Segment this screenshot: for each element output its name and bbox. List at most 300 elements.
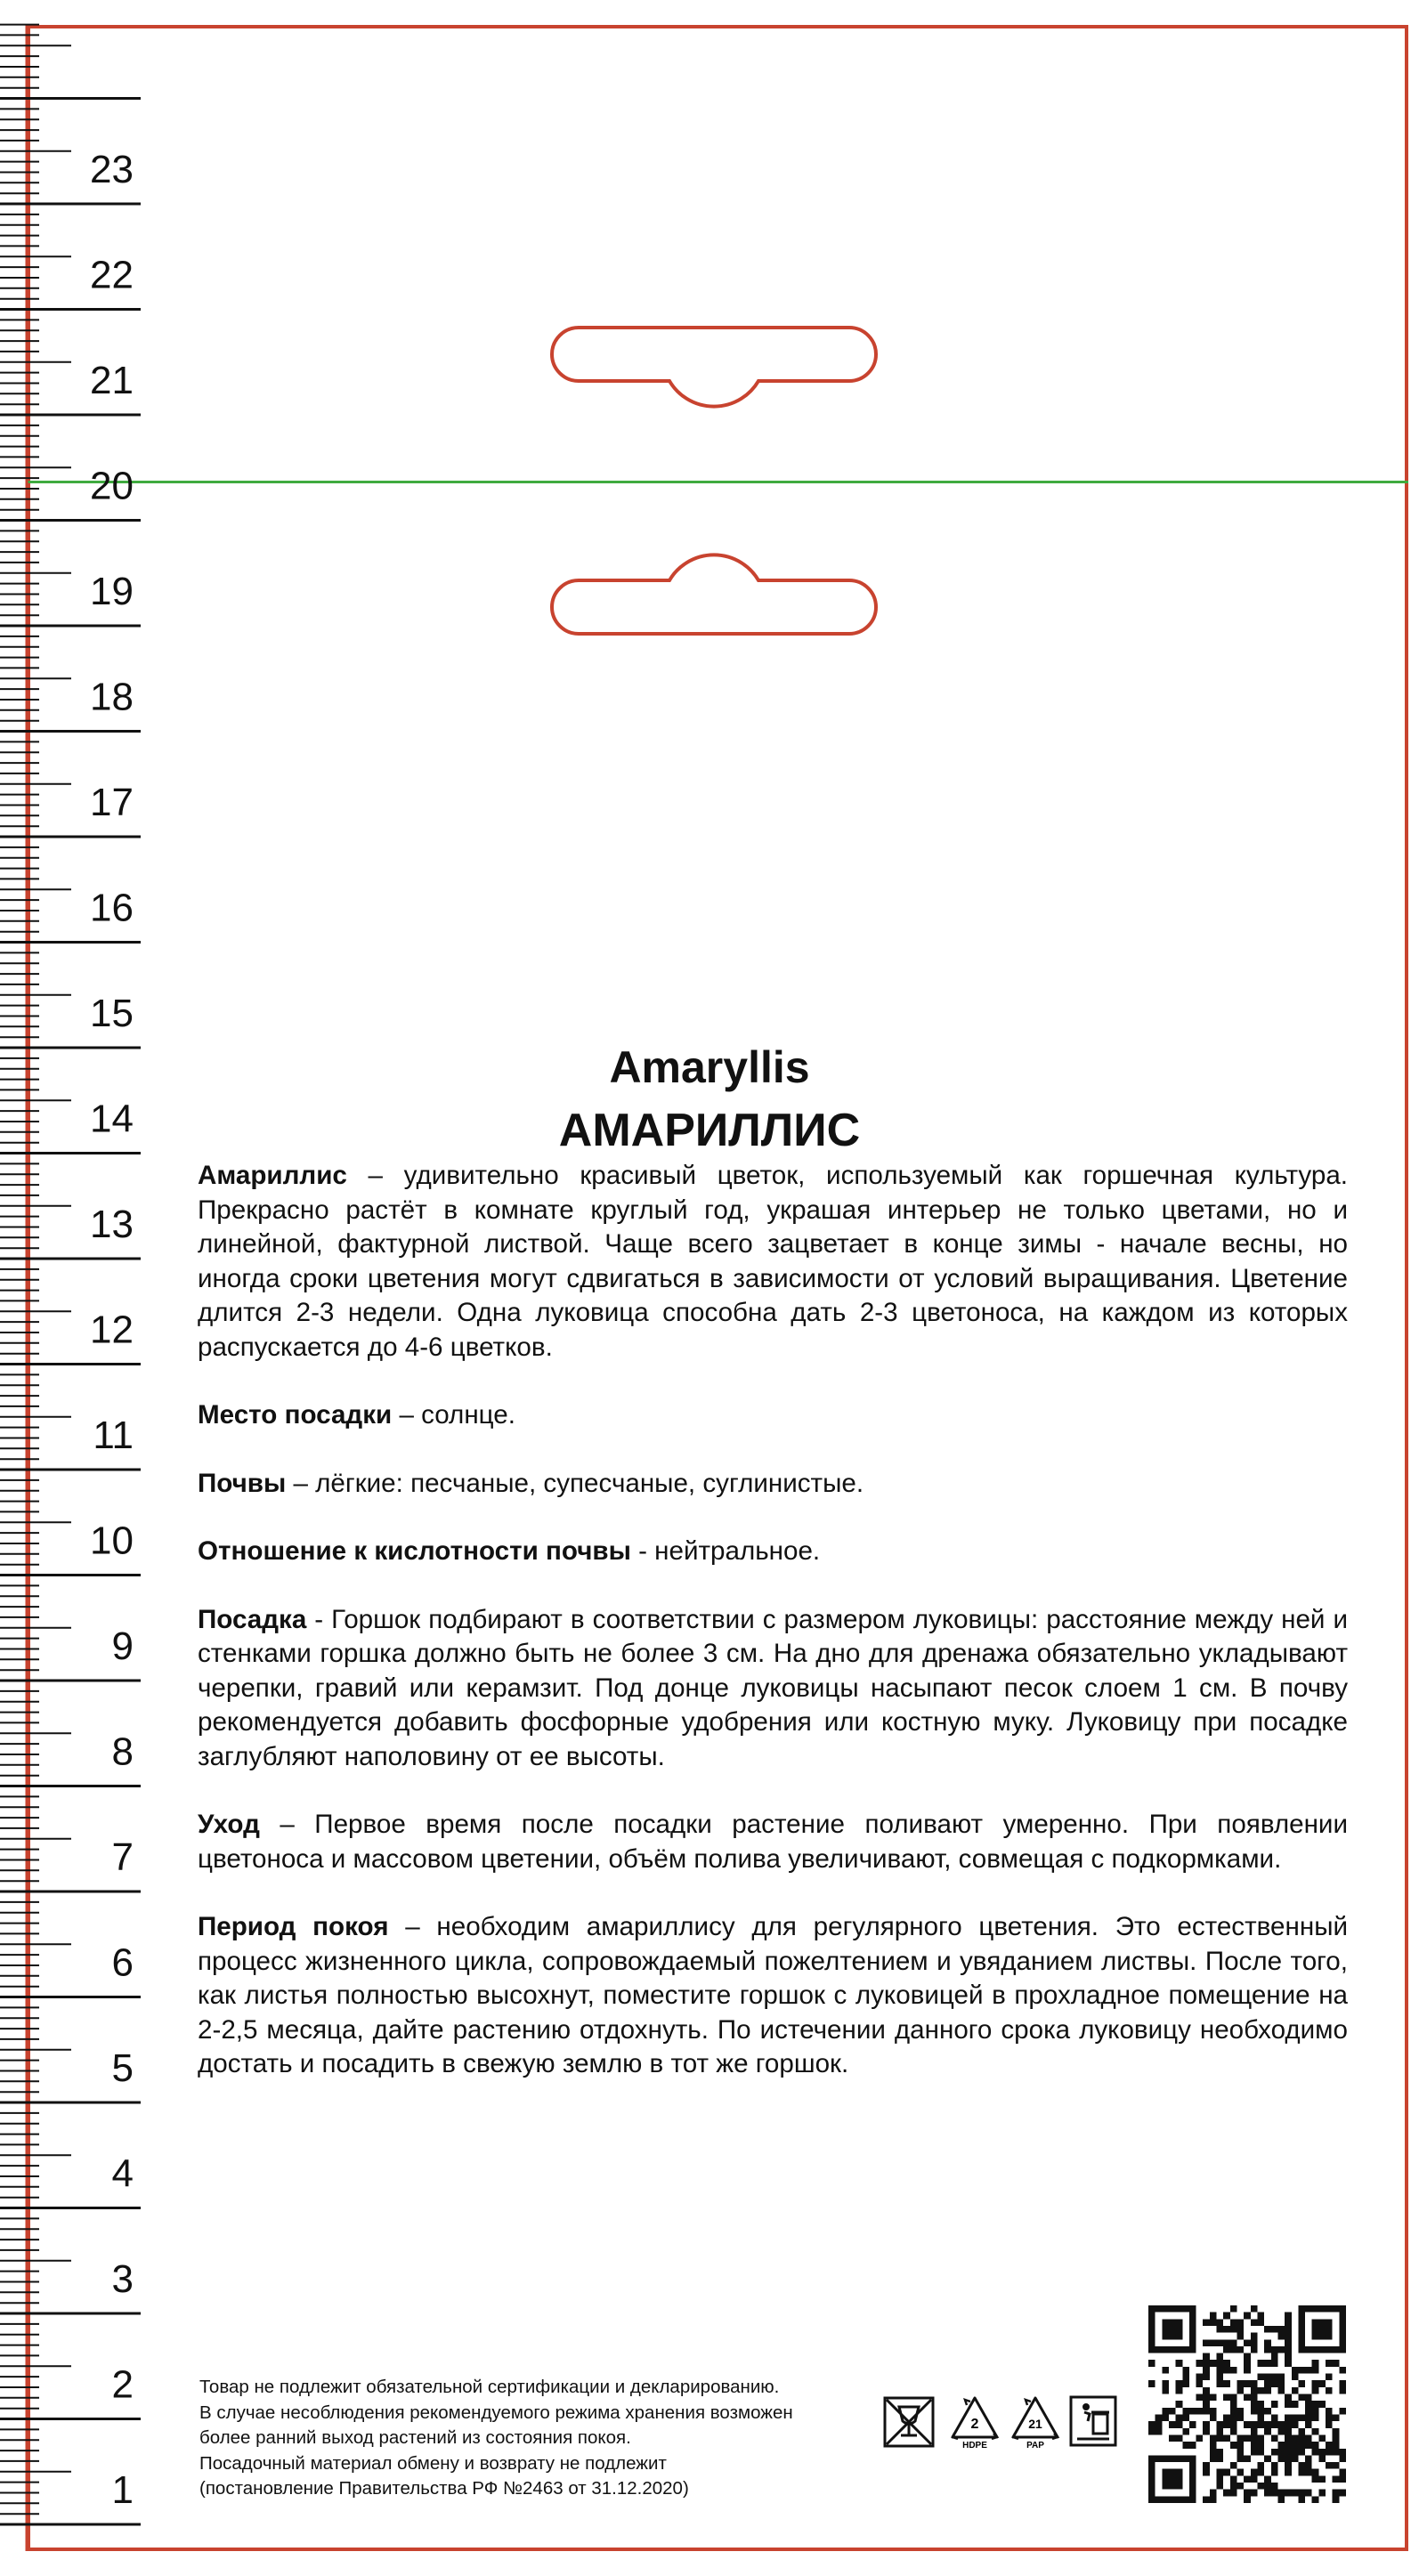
qr-module [1285, 2434, 1292, 2442]
qr-module [1264, 2483, 1271, 2490]
qr-module [1148, 2462, 1155, 2469]
qr-module [1162, 2326, 1169, 2333]
qr-module [1277, 2333, 1285, 2340]
qr-module [1271, 2326, 1278, 2333]
qr-module [1271, 2421, 1278, 2428]
qr-module [1326, 2319, 1333, 2326]
qr-module [1237, 2469, 1245, 2476]
qr-module [1251, 2475, 1258, 2483]
qr-module [1176, 2346, 1183, 2353]
hdpe-number: 2 [970, 2417, 979, 2432]
qr-module [1244, 2367, 1251, 2374]
qr-module [1339, 2380, 1346, 2387]
qr-module [1223, 2469, 1230, 2476]
qr-module [1148, 2305, 1155, 2313]
qr-module [1326, 2333, 1333, 2340]
qr-module [1189, 2483, 1196, 2490]
russian-title: АМАРИЛЛИС [558, 1105, 861, 1156]
qr-module [1251, 2305, 1258, 2313]
qr-module [1271, 2414, 1278, 2421]
qr-module [1230, 2339, 1237, 2346]
qr-module [1257, 2319, 1264, 2326]
qr-module [1292, 2421, 1299, 2428]
qr-module [1176, 2333, 1183, 2340]
qr-module [1333, 2428, 1340, 2435]
section-term: Посадка [198, 1604, 307, 1634]
qr-module [1217, 2319, 1224, 2326]
qr-module [1277, 2387, 1285, 2394]
qr-module [1176, 2455, 1183, 2462]
section-planting-place [198, 1398, 1348, 1433]
qr-module [1285, 2469, 1292, 2476]
qr-module [1298, 2449, 1305, 2456]
qr-module [1230, 2326, 1237, 2333]
qr-module [1264, 2408, 1271, 2415]
qr-module [1189, 2455, 1196, 2462]
qr-module [1162, 2346, 1169, 2353]
latin-title: Amaryllis [609, 1042, 810, 1092]
qr-module [1162, 2496, 1169, 2503]
qr-module [1148, 2469, 1155, 2476]
qr-module [1264, 2428, 1271, 2435]
qr-module [1298, 2326, 1305, 2333]
qr-module [1285, 2394, 1292, 2402]
qr-module [1148, 2346, 1155, 2353]
qr-module [1318, 2333, 1326, 2340]
qr-module [1305, 2442, 1312, 2449]
qr-module [1312, 2469, 1319, 2476]
qr-module [1264, 2360, 1271, 2367]
qr-module [1182, 2414, 1189, 2421]
qr-module [1244, 2360, 1251, 2367]
qr-module [1305, 2455, 1312, 2462]
ruler [0, 0, 151, 2576]
qr-module [1217, 2360, 1224, 2367]
qr-module [1182, 2305, 1189, 2313]
qr-module [1339, 2469, 1346, 2476]
qr-module [1162, 2387, 1169, 2394]
qr-module [1318, 2346, 1326, 2353]
qr-module [1203, 2319, 1210, 2326]
qr-module [1312, 2496, 1319, 2503]
qr-module [1326, 2462, 1333, 2469]
qr-module [1196, 2380, 1204, 2387]
qr-module [1217, 2326, 1224, 2333]
qr-module [1251, 2490, 1258, 2497]
qr-module [1312, 2414, 1319, 2421]
qr-module [1210, 2490, 1217, 2497]
section-term: Почвы [198, 1468, 287, 1498]
qr-module [1169, 2483, 1176, 2490]
ruler-label: 16 [90, 886, 134, 930]
qr-module [1237, 2483, 1245, 2490]
qr-module [1292, 2374, 1299, 2381]
qr-module [1217, 2469, 1224, 2476]
qr-module [1326, 2421, 1333, 2428]
qr-module [1189, 2462, 1196, 2469]
qr-module [1312, 2333, 1319, 2340]
qr-module [1217, 2421, 1224, 2428]
qr-module [1339, 2408, 1346, 2415]
qr-module [1285, 2339, 1292, 2346]
qr-module [1182, 2428, 1189, 2435]
qr-module [1333, 2442, 1340, 2449]
qr-module [1298, 2428, 1305, 2435]
qr-module [1257, 2421, 1264, 2428]
section-soils [198, 1467, 1348, 1502]
qr-module [1223, 2339, 1230, 2346]
qr-module [1285, 2442, 1292, 2449]
qr-module [1230, 2483, 1237, 2490]
qr-module [1257, 2483, 1264, 2490]
qr-module [1318, 2475, 1326, 2483]
qr-code [1148, 2305, 1346, 2503]
qr-module [1339, 2455, 1346, 2462]
qr-module [1298, 2367, 1305, 2374]
qr-module [1169, 2326, 1176, 2333]
qr-module [1155, 2414, 1163, 2421]
qr-module [1189, 2469, 1196, 2476]
qr-module [1210, 2449, 1217, 2456]
qr-module [1271, 2483, 1278, 2490]
pap-number: 21 [1028, 2417, 1042, 2431]
qr-module [1251, 2339, 1258, 2346]
qr-module [1244, 2313, 1251, 2320]
qr-module [1148, 2455, 1155, 2462]
qr-module [1285, 2455, 1292, 2462]
qr-module [1176, 2387, 1183, 2394]
qr-module [1298, 2305, 1305, 2313]
qr-module [1257, 2449, 1264, 2456]
qr-module [1148, 2475, 1155, 2483]
qr-module [1271, 2434, 1278, 2442]
qr-module [1305, 2414, 1312, 2421]
qr-module [1189, 2339, 1196, 2346]
hdpe-label: HDPE [962, 2441, 987, 2450]
qr-module [1285, 2449, 1292, 2456]
qr-module [1277, 2490, 1285, 2497]
qr-module [1285, 2333, 1292, 2340]
qr-module [1182, 2442, 1189, 2449]
qr-module [1155, 2428, 1163, 2435]
qr-module [1203, 2374, 1210, 2381]
qr-module [1264, 2475, 1271, 2483]
qr-module [1169, 2475, 1176, 2483]
qr-module [1339, 2367, 1346, 2374]
qr-module [1189, 2333, 1196, 2340]
qr-module [1326, 2374, 1333, 2381]
qr-module [1169, 2469, 1176, 2476]
qr-module [1305, 2469, 1312, 2476]
qr-module [1298, 2394, 1305, 2402]
section-text: – лёгкие: песчаные, супесчаные, суглинистые. [286, 1468, 864, 1498]
ruler-label: 6 [111, 1940, 134, 1985]
qr-module [1230, 2428, 1237, 2435]
qr-module [1189, 2442, 1196, 2449]
qr-module [1237, 2449, 1245, 2456]
qr-module [1217, 2367, 1224, 2374]
ruler-label: 21 [90, 359, 134, 402]
qr-module [1285, 2490, 1292, 2497]
qr-module [1264, 2346, 1271, 2353]
qr-module [1189, 2496, 1196, 2503]
qr-module [1176, 2305, 1183, 2313]
qr-module [1285, 2421, 1292, 2428]
disclaimer [199, 2375, 929, 2502]
qr-module [1217, 2380, 1224, 2387]
qr-module [1244, 2434, 1251, 2442]
qr-module [1285, 2414, 1292, 2421]
qr-module [1298, 2346, 1305, 2353]
qr-module [1251, 2387, 1258, 2394]
qr-module [1182, 2346, 1189, 2353]
qr-module [1333, 2360, 1340, 2367]
qr-module [1162, 2469, 1169, 2476]
qr-module [1318, 2455, 1326, 2462]
qr-module [1176, 2469, 1183, 2476]
qr-module [1298, 2380, 1305, 2387]
qr-module [1148, 2326, 1155, 2333]
qr-module [1148, 2313, 1155, 2320]
qr-module [1326, 2449, 1333, 2456]
qr-module [1298, 2313, 1305, 2320]
qr-module [1339, 2490, 1346, 2497]
qr-module [1203, 2387, 1210, 2394]
qr-module [1148, 2333, 1155, 2340]
qr-module [1251, 2394, 1258, 2402]
qr-module [1223, 2490, 1230, 2497]
qr-module [1182, 2374, 1189, 2381]
section-dormancy [198, 1910, 1348, 2082]
qr-module [1305, 2434, 1312, 2442]
qr-module [1217, 2353, 1224, 2361]
qr-module [1264, 2490, 1271, 2497]
qr-module [1277, 2380, 1285, 2387]
qr-module [1169, 2496, 1176, 2503]
ruler-label: 1 [111, 2468, 134, 2512]
qr-module [1257, 2360, 1264, 2367]
qr-module [1277, 2428, 1285, 2435]
qr-module [1285, 2313, 1292, 2320]
qr-module [1210, 2408, 1217, 2415]
qr-module [1271, 2401, 1278, 2408]
qr-module [1203, 2496, 1210, 2503]
disclaimer-line: Посадочный материал обмену и возврату не подлежит [199, 2452, 667, 2474]
qr-module [1326, 2408, 1333, 2415]
qr-module [1333, 2434, 1340, 2442]
qr-module [1223, 2380, 1230, 2387]
qr-module [1230, 2319, 1237, 2326]
qr-module [1155, 2455, 1163, 2462]
ruler-label: 17 [90, 781, 134, 824]
qr-module [1230, 2346, 1237, 2353]
qr-module [1257, 2414, 1264, 2421]
qr-module [1203, 2339, 1210, 2346]
qr-module [1292, 2434, 1299, 2442]
qr-module [1285, 2428, 1292, 2435]
qr-module [1189, 2319, 1196, 2326]
qr-module [1257, 2462, 1264, 2469]
qr-module [1162, 2408, 1169, 2415]
qr-module [1305, 2490, 1312, 2497]
qr-module [1176, 2360, 1183, 2367]
qr-module [1285, 2401, 1292, 2408]
qr-module [1217, 2428, 1224, 2435]
qr-module [1251, 2421, 1258, 2428]
ruler-label: 15 [90, 992, 134, 1035]
ruler-label: 18 [90, 675, 134, 719]
qr-module [1182, 2380, 1189, 2387]
qr-module [1251, 2319, 1258, 2326]
pap-label: PAP [1026, 2441, 1044, 2450]
ruler-label: 8 [111, 1729, 134, 1774]
qr-module [1230, 2394, 1237, 2402]
section-term: Отношение к кислотности почвы [198, 1536, 631, 1566]
ruler-label: 10 [90, 1519, 134, 1563]
qr-module [1176, 2475, 1183, 2483]
qr-module [1251, 2408, 1258, 2415]
qr-module [1237, 2408, 1245, 2415]
section-care [198, 1808, 1348, 1876]
qr-module [1189, 2313, 1196, 2320]
qr-module [1189, 2305, 1196, 2313]
qr-module [1237, 2380, 1245, 2387]
qr-module [1176, 2421, 1183, 2428]
qr-module [1271, 2346, 1278, 2353]
qr-module [1217, 2339, 1224, 2346]
qr-module [1271, 2490, 1278, 2497]
qr-module [1244, 2455, 1251, 2462]
qr-module [1326, 2360, 1333, 2367]
qr-module [1203, 2401, 1210, 2408]
qr-module [1223, 2421, 1230, 2428]
qr-module [1318, 2326, 1326, 2333]
qr-module [1210, 2442, 1217, 2449]
qr-module [1305, 2462, 1312, 2469]
qr-module [1148, 2319, 1155, 2326]
qr-module [1176, 2380, 1183, 2387]
qr-module [1203, 2353, 1210, 2361]
qr-module [1251, 2333, 1258, 2340]
qr-module [1333, 2475, 1340, 2483]
qr-module [1312, 2319, 1319, 2326]
qr-module [1312, 2475, 1319, 2483]
qr-module [1169, 2333, 1176, 2340]
qr-module [1210, 2313, 1217, 2320]
ruler-label: 5 [111, 2046, 134, 2090]
qr-module [1210, 2414, 1217, 2421]
ruler-label: 11 [93, 1414, 134, 1457]
qr-module [1257, 2434, 1264, 2442]
hang-hole-bottom [545, 541, 883, 641]
qr-module [1318, 2305, 1326, 2313]
qr-module [1251, 2401, 1258, 2408]
qr-module [1285, 2326, 1292, 2333]
qr-module [1312, 2449, 1319, 2456]
qr-module [1210, 2434, 1217, 2442]
qr-module [1169, 2305, 1176, 2313]
qr-module [1339, 2449, 1346, 2456]
qr-module [1210, 2360, 1217, 2367]
qr-module [1251, 2469, 1258, 2476]
qr-module [1148, 2428, 1155, 2435]
qr-module [1292, 2455, 1299, 2462]
qr-module [1318, 2449, 1326, 2456]
qr-module [1326, 2387, 1333, 2394]
qr-module [1203, 2421, 1210, 2428]
qr-module [1312, 2428, 1319, 2435]
qr-module [1162, 2367, 1169, 2374]
qr-module [1339, 2305, 1346, 2313]
qr-module [1312, 2401, 1319, 2408]
qr-module [1230, 2462, 1237, 2469]
qr-module [1251, 2380, 1258, 2387]
qr-module [1298, 2442, 1305, 2449]
qr-module [1223, 2434, 1230, 2442]
qr-module [1230, 2475, 1237, 2483]
pap-recycle-icon [1010, 2394, 1061, 2450]
description-body [198, 1159, 1348, 2116]
section-text: – солнце. [392, 1400, 515, 1430]
qr-module [1305, 2394, 1312, 2402]
section-text: – Первое время после посадки растение поливают умеренно. При появлении цветоноса и массовом цветении, объём полива увеличивают, совмещая с подкормками. [198, 1810, 1348, 1874]
qr-module [1162, 2475, 1169, 2483]
qr-module [1189, 2475, 1196, 2483]
qr-module [1305, 2408, 1312, 2415]
qr-module [1312, 2360, 1319, 2367]
qr-module [1339, 2346, 1346, 2353]
qr-module [1318, 2490, 1326, 2497]
section-planting [198, 1603, 1348, 1775]
qr-module [1223, 2346, 1230, 2353]
ruler-label: 23 [90, 148, 134, 191]
qr-module [1148, 2339, 1155, 2346]
qr-module [1237, 2442, 1245, 2449]
qr-module [1148, 2490, 1155, 2497]
qr-module [1223, 2394, 1230, 2402]
section-text: – удивительно красивый цветок, используемый как горшечная культура. Прекрасно растёт в комнате круглый год, украшая интерьер не только цветами, но и линейной, фактурной листвой. Чаще всего зацветает в конце зимы - начале весны, но иногда сроки цветения могут сдвигаться в зависимости от условий выращивания. Цветение длится 2-3 недели. Одна луковица способна дать 2-3 цветоноса, на каждом из которых распускается до 4-6 цветков. [198, 1161, 1348, 1362]
qr-module [1339, 2339, 1346, 2346]
qr-module [1271, 2360, 1278, 2367]
qr-module [1182, 2496, 1189, 2503]
qr-module [1217, 2455, 1224, 2462]
qr-module [1292, 2442, 1299, 2449]
qr-module [1277, 2421, 1285, 2428]
qr-module [1162, 2455, 1169, 2462]
qr-module [1257, 2442, 1264, 2449]
qr-module [1312, 2367, 1319, 2374]
qr-module [1292, 2387, 1299, 2394]
qr-module [1230, 2421, 1237, 2428]
qr-module [1210, 2319, 1217, 2326]
qr-module [1312, 2305, 1319, 2313]
qr-module [1230, 2442, 1237, 2449]
qr-module [1333, 2449, 1340, 2456]
qr-module [1277, 2326, 1285, 2333]
qr-module [1210, 2394, 1217, 2402]
qr-module [1312, 2346, 1319, 2353]
section-term: Период покоя [198, 1912, 389, 1941]
no-glass-icon [881, 2394, 937, 2450]
qr-module [1257, 2387, 1264, 2394]
qr-module [1244, 2421, 1251, 2428]
qr-module [1162, 2319, 1169, 2326]
qr-module [1162, 2414, 1169, 2421]
qr-module [1237, 2414, 1245, 2421]
qr-module [1305, 2367, 1312, 2374]
qr-module [1237, 2434, 1245, 2442]
qr-module [1155, 2346, 1163, 2353]
